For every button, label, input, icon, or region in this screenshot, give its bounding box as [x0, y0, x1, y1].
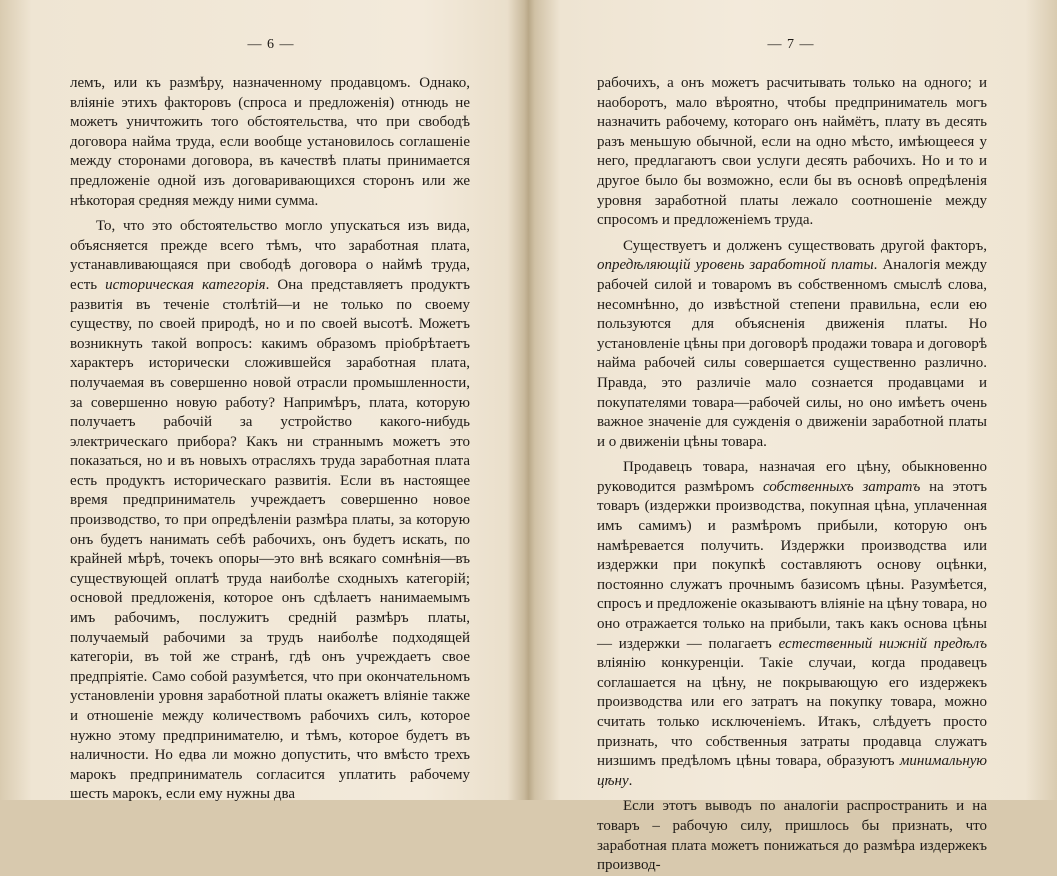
paragraph — [597, 797, 987, 875]
right-page — [529, 0, 1057, 874]
italic-term: историческая категорія — [105, 276, 266, 293]
paragraph — [597, 458, 987, 791]
paragraph — [597, 237, 987, 453]
page-number-right: — 7 — — [767, 37, 815, 52]
text-run: . Аналогія между рабочей силой и товаромъ въ собственномъ смыслѣ слова, несомнѣнно, до извѣстной степени правильна, если ею пользуются для объясненія движенія платы. Но установленіе цѣны при договорѣ продажи товара и договорѣ найма рабочей силы совершается существенно различно. Правда, это различіе мало сознается продавцами и покупателями товара—рабочей силы, но оно имѣетъ очень важное значеніе для сужденія о движеніи заработной платы и о движеніи цѣны товара. — [597, 257, 988, 450]
text-run: Продавецъ товара, назначая его цѣну, обыкновенно руководится размѣромъ — [597, 459, 987, 495]
paragraph — [597, 74, 987, 231]
italic-term: минимальную цѣну — [597, 753, 987, 789]
left-page-text — [70, 74, 470, 805]
text-run: лемъ, или къ размѣру, назначенному продавцомъ. Однако, вліяніе этихъ факторовъ (спроса и предложенія) отнюдь не можетъ уничтожить того обстоятельства, что при свободѣ договора найма труда, если вообще установилось соглашеніе между сторонами договора, въ качествѣ платы принимается предложеніе одной изъ договаривающихся сторонъ или же нѣкоторая средняя между ними сумма. — [70, 75, 470, 209]
paragraph — [70, 217, 470, 805]
page-number-left: — 6 — — [247, 37, 295, 52]
italic-term: собственныхъ затратъ — [762, 478, 921, 495]
paragraph — [70, 74, 470, 211]
text-run: Если этотъ выводъ по аналогіи распространить и на товаръ – рабочую силу, пришлось бы признать, что заработная плата можетъ понижаться до размѣра издержекъ производ- — [597, 798, 987, 874]
text-run: вліянію конкуренціи. Такіе случаи, когда продавецъ соглашается на цѣну, не покрывающую его издержекъ производства или его затратъ на покупку товара, можно считать только исключеніемъ. Итакъ, слѣдуетъ просто признать, что собственныя затраты продавца служатъ низшимъ предѣломъ цѣны товара, образуютъ — [597, 655, 987, 770]
text-run: . — [628, 772, 633, 789]
text-run: рабочихъ, а онъ можетъ расчитывать только на одного; и наоборотъ, мало вѣроятно, чтобы предприниматель могъ назначить рабочему, котораго онъ наймётъ, плату въ десять разъ меньшую обычной, если на одно мѣсто, имѣющееся у него, предлагаютъ свои услуги десять рабочихъ. Но и то и другое было бы возможно, если бы въ основѣ опредѣленія уровня заработной платы лежало соотношеніе между спросомъ и предложеніемъ труда. — [597, 75, 987, 229]
left-page — [0, 0, 528, 803]
italic-term: опредѣляющій уровень заработной платы — [597, 257, 874, 274]
right-page-text — [597, 74, 987, 876]
text-run: на этотъ товаръ (издержки производства, покупная цѣна, уплаченная имъ самимъ) и размѣромъ прибыли, которую онъ намѣревается получить. Издержки производства или издержки при покупкѣ составляютъ основу оцѣнки, постоянно служатъ прочнымъ базисомъ цѣны. Разумѣется, спросъ и предложеніе оказываютъ вліяніе на цѣну товара, но оно отражается только на прибыли, такъ какъ основа цѣны — издержки — полагаетъ — [597, 478, 987, 652]
text-run: . Она представляетъ продуктъ развитія въ теченіе столѣтій—и не только по своему существу, по своей природѣ, но и по своей высотѣ. Можетъ возникнуть такой вопросъ: какимъ образомъ пріобрѣтаетъ характеръ исторически сложившейся заработная плата, получаемая въ совершенно новой отрасли промышленности, за совершенно новую работу? Напримѣръ, плата, которую получаетъ рабочій за устройство какого-нибудь электрическаго прибора? Какъ ни страннымъ можетъ это показаться, но и въ новыхъ отрасляхъ труда заработная плата есть продуктъ историческаго развитія. Если въ настоящее время предприниматель учреждаетъ совершенно новое производство, то при опредѣленіи размѣра платы, за которую онъ будетъ нанимать себѣ рабочихъ, онъ будетъ искать, по крайней мѣрѣ, точекъ опоры—это внѣ всякаго сомнѣнія—въ существующей оплатѣ труда наиболѣе сходныхъ категорій; основой предложенія, которое онъ сдѣлаетъ нанимаемымъ имъ рабочимъ, послужитъ средній размѣръ платы, получаемый рабочими за трудъ наиболѣе подходящей категоріи, въ той же странѣ, гдѣ онъ учреждаетъ свое предпріятіе. Само собой разумѣется, что при окончательномъ установленіи уровня заработной платы окажетъ вліяніе также и отношеніе между количествомъ рабочихъ силъ, которое нужно этому предпринимателю, и тѣмъ, которое будетъ въ наличности. Но едва ли можно допустить, что вмѣсто трехъ марокъ предприниматель согласится уплатить рабочему шесть марокъ, если ему нужны два — [70, 276, 470, 803]
text-run: Существуетъ и долженъ существовать другой факторъ, — [623, 237, 987, 254]
italic-term: естественный нижній предѣлъ — [778, 635, 987, 652]
text-run: То, что это обстоятельство могло упускаться изъ вида, объясняется прежде всего тѣмъ, что заработная плата, устанавливающаяся при свободѣ договора о наймѣ труда, есть — [70, 218, 470, 293]
